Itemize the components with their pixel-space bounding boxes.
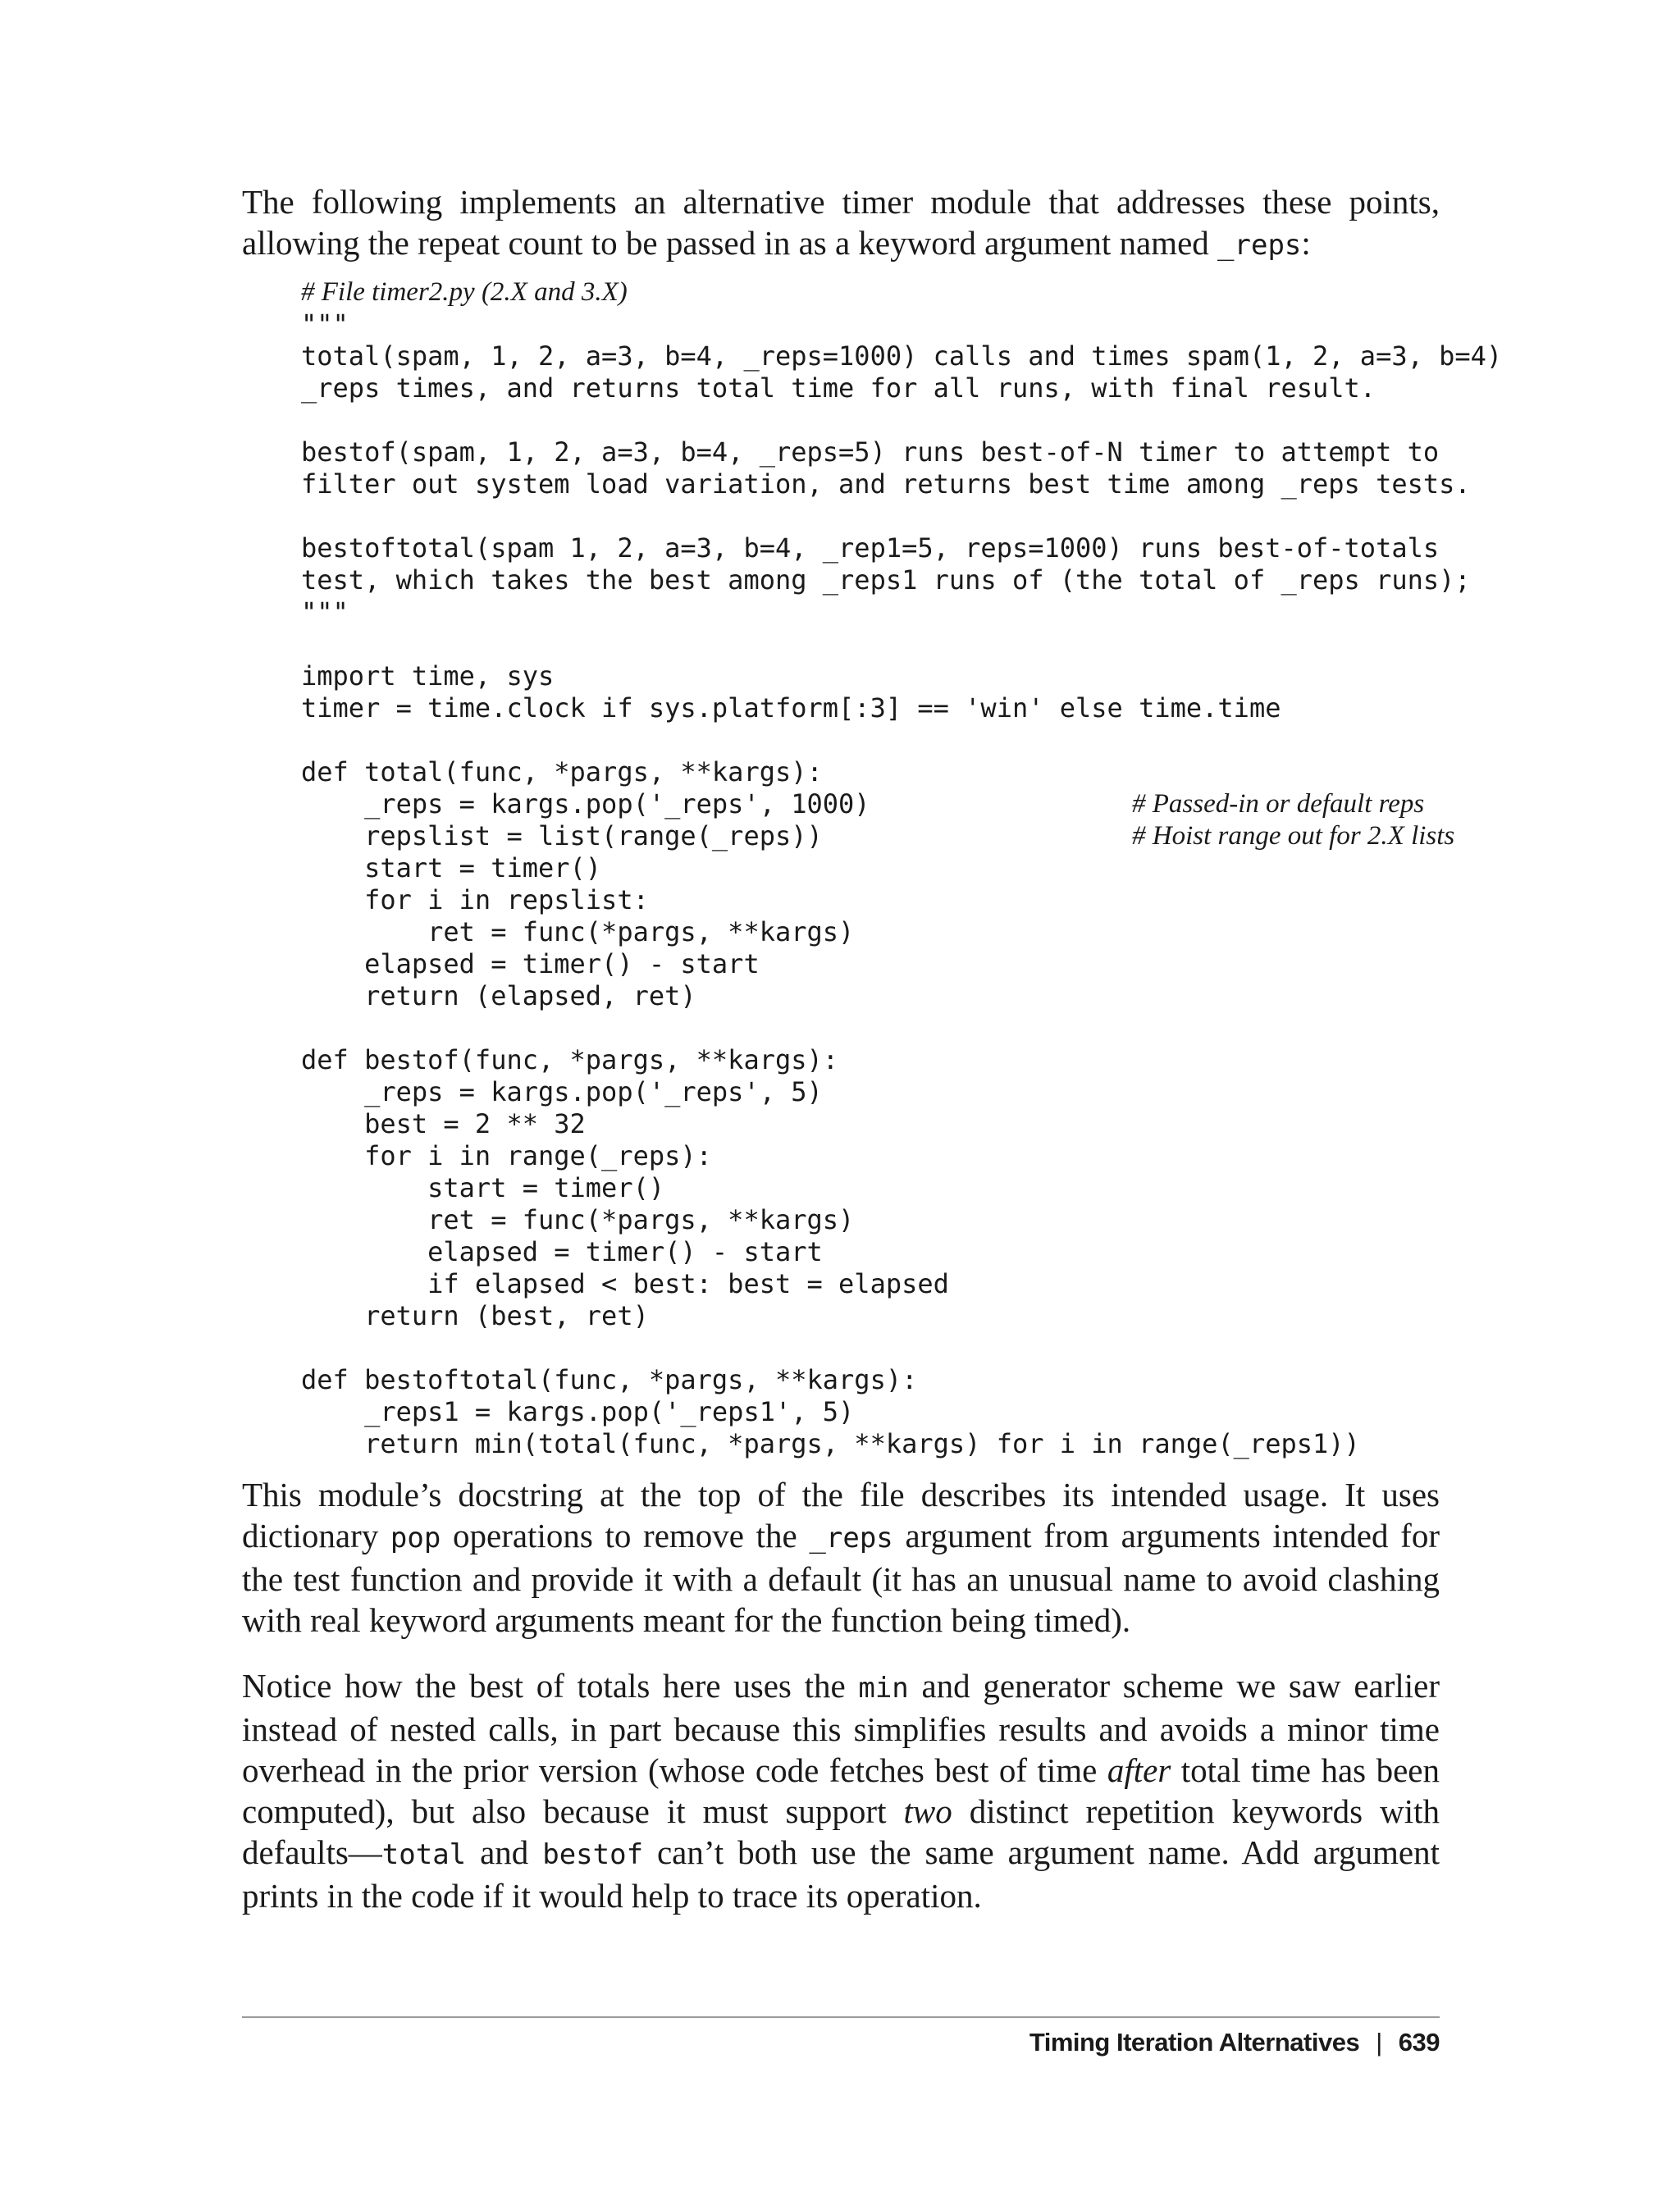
code-line-11	[301, 628, 1433, 660]
code-line-12: import time, sys	[301, 660, 555, 692]
emphasis-two: two	[903, 1792, 952, 1830]
code-line-6: filter out system load variation, and returns best time among _reps tests.	[301, 468, 1471, 500]
code-line-16-text: _reps = kargs.pop('_reps', 1000)	[301, 788, 870, 819]
inline-code-bestof: bestof	[542, 1838, 644, 1871]
para2-text-2: and generator scheme we saw earlier instead of nested calls, in part because this simplifies results and avoids a minor time overhead in the prior version (whose code fetches best of time	[242, 1667, 1440, 1789]
code-line-4	[301, 404, 1433, 436]
footer-divider	[242, 2016, 1440, 2018]
code-line-2: total(spam, 1, 2, a=3, b=4, _reps=1000) calls and times spam(1, 2, a=3, b=4)	[301, 340, 1503, 372]
comment-passed-in-reps: # Passed-in or default reps	[1132, 789, 1425, 819]
code-line-9: test, which takes the best among _reps1 runs of (the total of _reps runs);	[301, 564, 1471, 596]
inline-code-reps-2: _reps	[809, 1522, 893, 1554]
code-line-8: bestoftotal(spam 1, 2, a=3, b=4, _rep1=5, reps=1000) runs best-of-totals	[301, 532, 1440, 564]
code-listing	[301, 276, 1503, 1460]
para1-text-2: operations to remove the	[441, 1517, 810, 1554]
code-line-24: def bestof(func, *pargs, **kargs):	[301, 1044, 839, 1075]
code-line-25: _reps = kargs.pop('_reps', 5)	[301, 1076, 823, 1107]
code-line-36: return min(total(func, *pargs, **kargs) for i in range(_reps1))	[301, 1428, 1360, 1459]
code-line-17-text: repslist = list(range(_reps))	[301, 820, 823, 851]
code-line-13: timer = time.clock if sys.platform[:3] == 'win' else time.time	[301, 692, 1281, 724]
code-line-35: _reps1 = kargs.pop('_reps1', 5)	[301, 1396, 855, 1427]
intro-text-2: :	[1301, 224, 1311, 262]
code-line-28: start = timer()	[301, 1172, 665, 1203]
para2-text-5: and	[466, 1833, 543, 1871]
code-line-20: ret = func(*pargs, **kargs)	[301, 916, 855, 947]
code-line-34: def bestoftotal(func, *pargs, **kargs):	[301, 1364, 918, 1395]
running-section-title: Timing Iteration Alternatives	[1029, 2028, 1360, 2057]
para1-text-1: This module’s docstring at the top of the file describes its intended usage. It uses dictionary	[242, 1476, 1440, 1554]
code-line-31: if elapsed < best: best = elapsed	[301, 1268, 949, 1299]
inline-code-reps: _reps	[1217, 229, 1302, 262]
code-line-26: best = 2 ** 32	[301, 1108, 586, 1139]
para1-text-3: argument from arguments intended for the test function and provide it with a default (it has an unusual name to avoid clashing with real keyword arguments meant for the function being timed).	[242, 1517, 1440, 1639]
page-number: 639	[1398, 2028, 1440, 2057]
code-line-7	[301, 500, 1433, 532]
intro-paragraph	[242, 181, 1440, 266]
code-line-15: def total(func, *pargs, **kargs):	[301, 756, 823, 788]
code-line-30: elapsed = timer() - start	[301, 1236, 823, 1267]
intro-text-1: The following implements an alternative timer module that addresses these points, allowing the repeat count to be passed in as a keyword argument named	[242, 183, 1440, 262]
code-line-22: return (elapsed, ret)	[301, 980, 696, 1011]
inline-code-pop: pop	[390, 1522, 441, 1554]
code-line-10: """	[301, 596, 349, 628]
code-line-23	[301, 1012, 1433, 1044]
inline-code-total: total	[381, 1838, 467, 1871]
code-line-29: ret = func(*pargs, **kargs)	[301, 1204, 855, 1235]
paragraph-docstring-usage	[242, 1474, 1440, 1641]
para2-text-4: distinct repetition keywords with defaults—	[242, 1792, 1440, 1871]
code-line-3: _reps times, and returns total time for all runs, with final result.	[301, 372, 1376, 404]
para2-text-3: total time has been computed), but also because it must support	[242, 1751, 1440, 1830]
code-line-17	[301, 820, 1455, 852]
code-line-32: return (best, ret)	[301, 1300, 649, 1331]
comment-hoist-range: # Hoist range out for 2.X lists	[1132, 821, 1455, 851]
inline-code-min: min	[858, 1672, 909, 1705]
code-line-5: bestof(spam, 1, 2, a=3, b=4, _reps=5) runs best-of-N timer to attempt to	[301, 436, 1440, 468]
code-line-21: elapsed = timer() - start	[301, 948, 760, 979]
emphasis-after: after	[1107, 1751, 1171, 1789]
code-line-1: """	[301, 308, 349, 340]
footer-separator: |	[1376, 2028, 1382, 2057]
paragraph-best-of-totals	[242, 1665, 1440, 1916]
code-line-14	[301, 724, 1433, 756]
page-footer	[1029, 2026, 1440, 2059]
code-line-18: start = timer()	[301, 852, 602, 883]
code-line-33	[301, 1332, 1433, 1364]
para2-text-6: can’t both use the same argument name. Add argument prints in the code if it would help to trace its operation.	[242, 1833, 1440, 1915]
code-line-19: for i in repslist:	[301, 884, 649, 915]
para2-text-1: Notice how the best of totals here uses the	[242, 1667, 859, 1705]
code-line-27: for i in range(_reps):	[301, 1140, 712, 1171]
code-line-16	[301, 788, 1433, 820]
file-comment: # File timer2.py (2.X and 3.X)	[301, 277, 628, 307]
